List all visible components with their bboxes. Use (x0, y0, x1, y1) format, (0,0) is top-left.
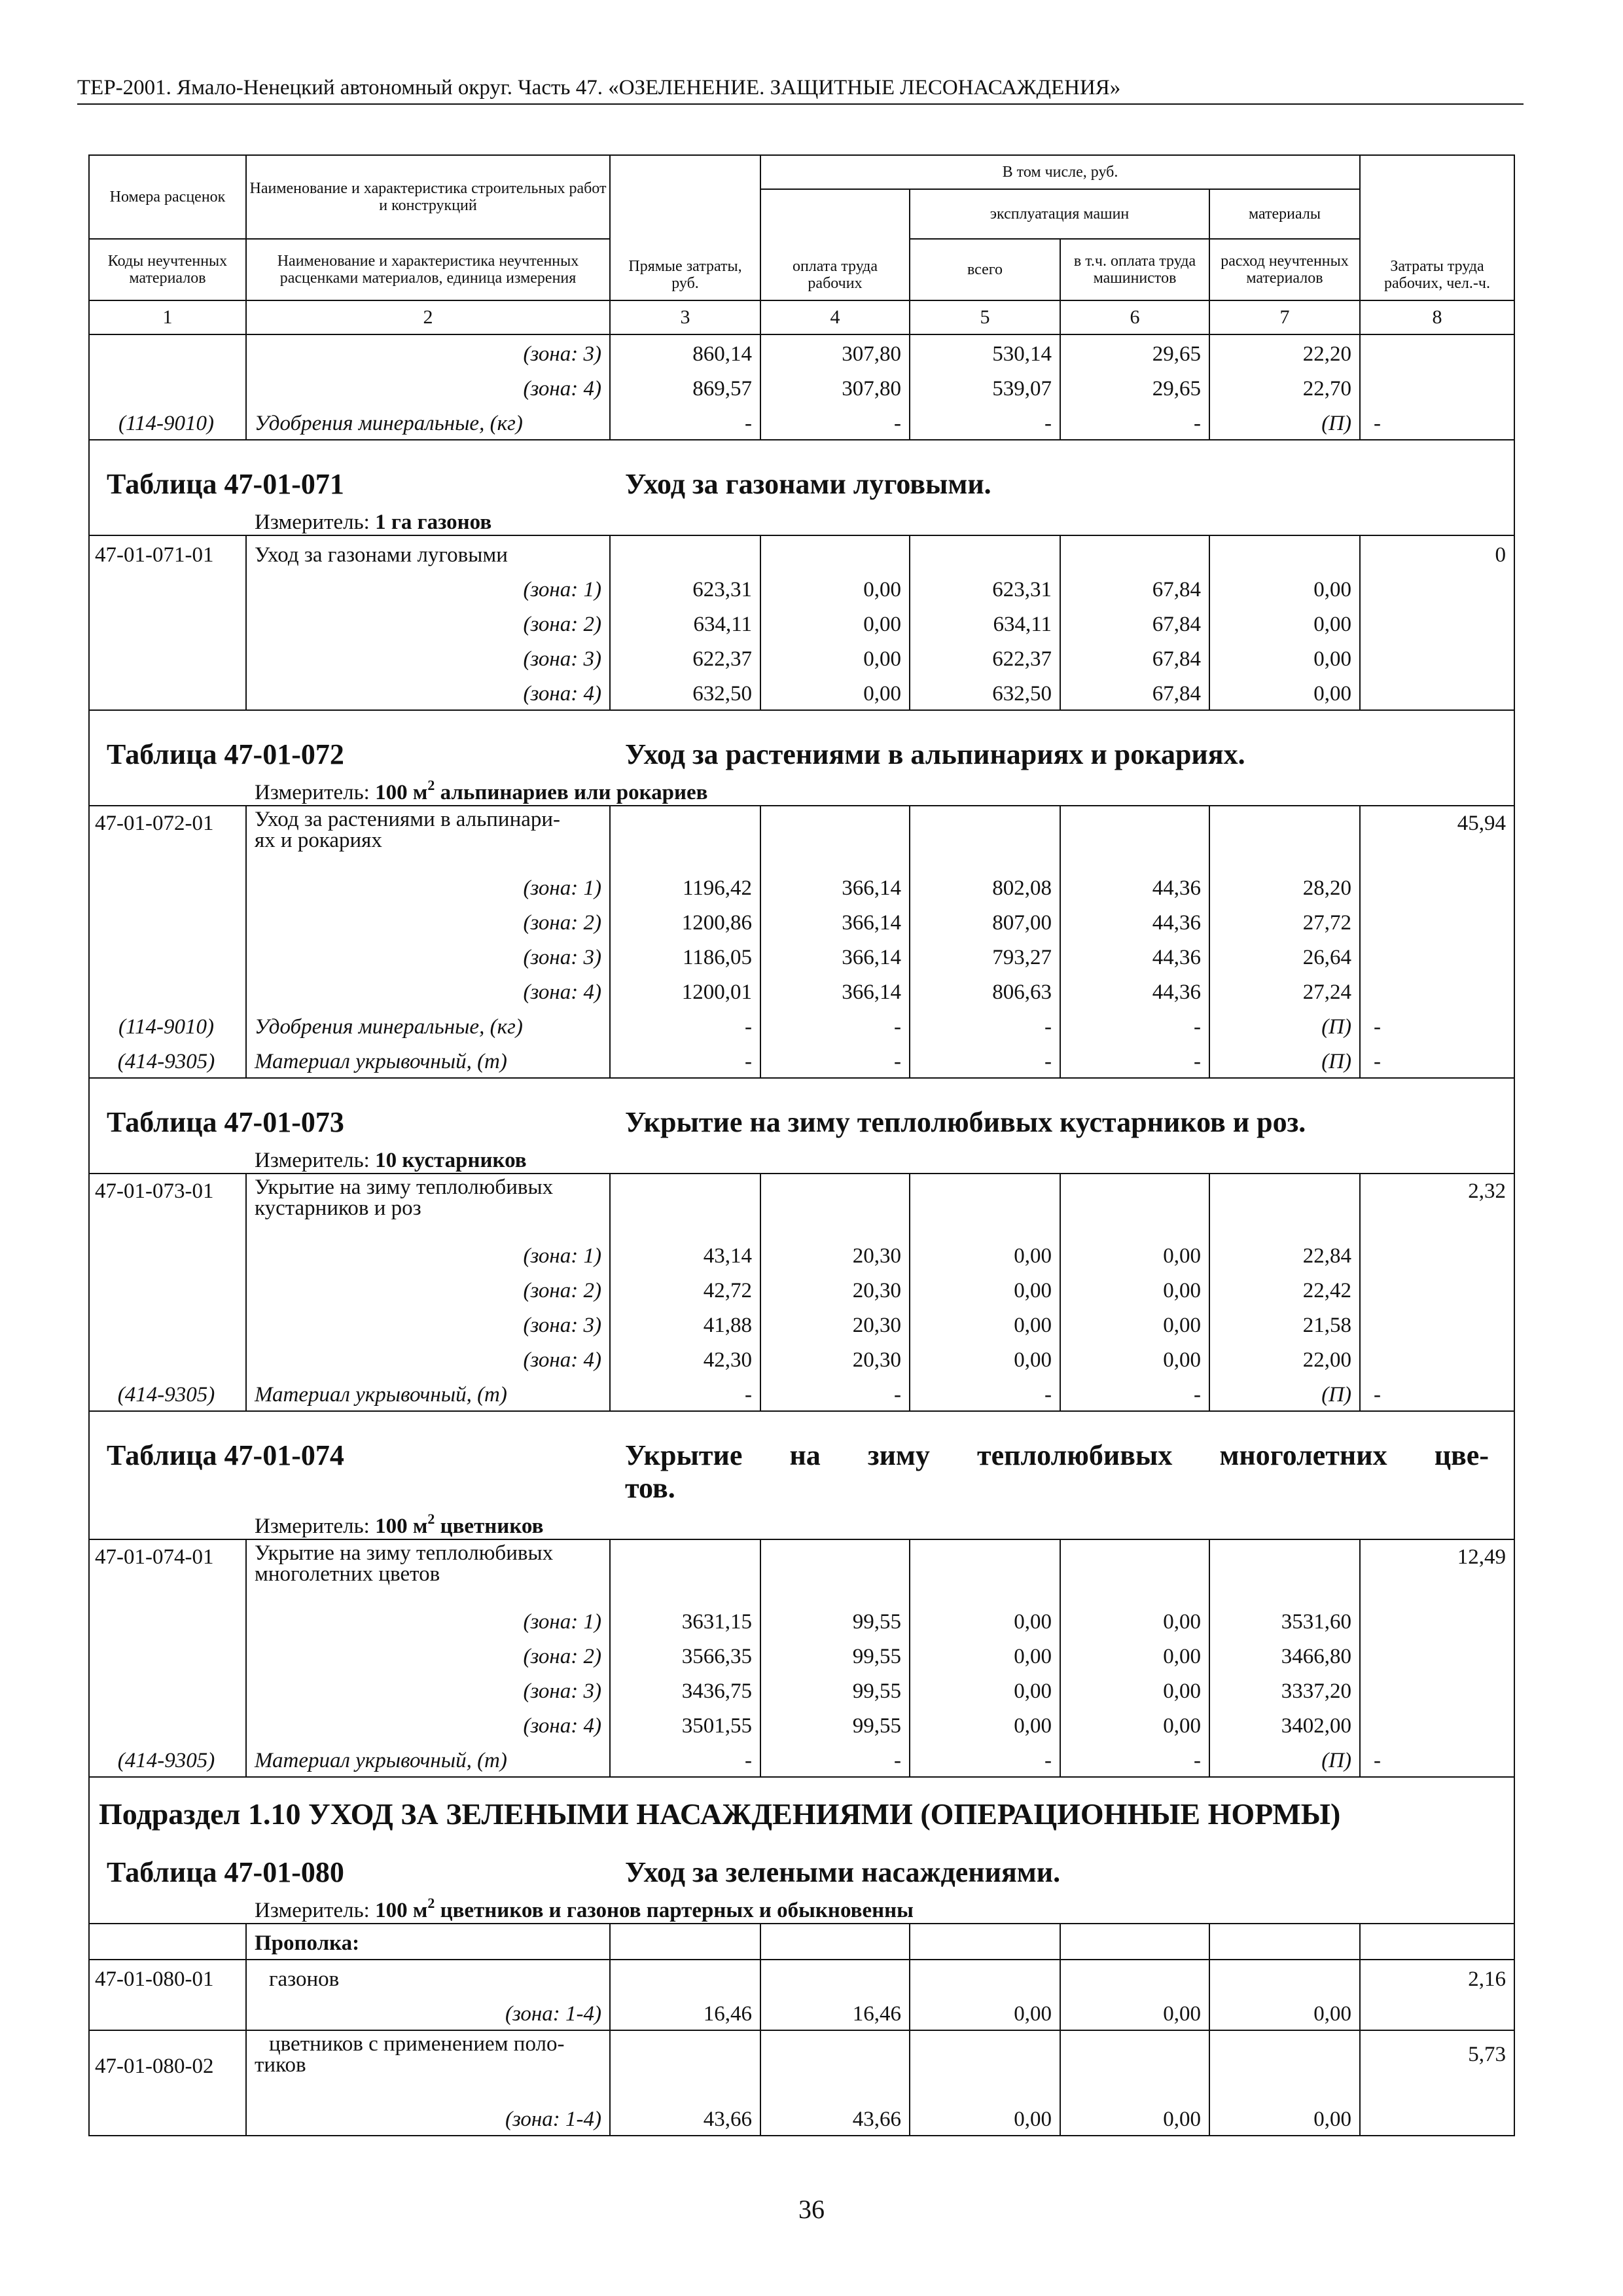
table-cell: 0,00 (1209, 605, 1360, 640)
table-cell: 802,08 (910, 869, 1060, 904)
table-cell: 0,00 (910, 1995, 1060, 2030)
table-number: Таблица 47-01-074 (107, 1439, 344, 1471)
table-cell: 0,00 (1060, 1672, 1209, 1707)
table-row (89, 1603, 1514, 1638)
table-cell: 45,94 (1360, 806, 1514, 869)
table-cell: 22,42 (1209, 1272, 1360, 1306)
table-cell: (зона: 3) (246, 1306, 610, 1341)
table-cell: (зона: 4) (246, 675, 610, 710)
table-name: Уход за зелеными насаждениями. (625, 1856, 1061, 1888)
table-cell: - (1360, 1376, 1514, 1411)
table-cell: 366,14 (760, 869, 910, 904)
table-cell: 3337,20 (1209, 1672, 1360, 1707)
table-cell: Материал укрывочный, (т) (246, 1043, 610, 1078)
table-cell: - (610, 1376, 760, 1411)
table-row (89, 1672, 1514, 1707)
table-cell: 8 (1360, 300, 1514, 334)
table-cell: - (610, 1043, 760, 1078)
table-cell: 0,00 (910, 2100, 1060, 2136)
table-cell: - (1060, 1376, 1209, 1411)
table-cell: 3436,75 (610, 1672, 760, 1707)
table-cell: (414-9305) (89, 1742, 246, 1777)
table-cell: 67,84 (1060, 675, 1209, 710)
table-row (89, 370, 1514, 404)
table-cell: (зона: 1-4) (246, 1995, 610, 2030)
table-cell: 869,57 (610, 370, 760, 404)
table-cell: - (760, 1376, 910, 1411)
table-cell: 0,00 (1060, 2100, 1209, 2136)
table-cell: 67,84 (1060, 605, 1209, 640)
table-cell: 307,80 (760, 370, 910, 404)
table-cell: 0,00 (1060, 1306, 1209, 1341)
table-title-071 (89, 440, 1514, 506)
table-row (89, 1995, 1514, 2030)
table-cell: Подраздел 1.10 УХОД ЗА ЗЕЛЕНЫМИ НАСАЖДЕНИЯМИ (ОПЕРАЦИОННЫЕ НОРМЫ) (89, 1778, 1514, 1835)
table-cell: 7 (1209, 300, 1360, 334)
table-row (89, 1237, 1514, 1272)
table-cell: (414-9305) (89, 1376, 246, 1411)
table-row (89, 1306, 1514, 1341)
table-cell: 3466,80 (1209, 1638, 1360, 1672)
table-cell: 0,00 (1060, 1272, 1209, 1306)
table-cell: 20,30 (760, 1306, 910, 1341)
table-cell: 26,64 (1209, 939, 1360, 973)
table-cell: (114-9010) (89, 404, 246, 440)
table-cell: 6 (1060, 300, 1209, 334)
rate-code: 47-01-080-02 (89, 2031, 246, 2100)
table-row (89, 904, 1514, 939)
table-name: Укрытие на зиму теплолюбивых кустарников и роз. (625, 1106, 1306, 1138)
material-row (89, 1742, 1514, 1777)
table-cell: 1200,01 (610, 973, 760, 1008)
table-cell: (114-9010) (89, 1008, 246, 1043)
table-cell: 366,14 (760, 939, 910, 973)
col-header-name: Наименование и характеристика строительных работ и конструкций (246, 155, 610, 239)
table-cell: 0,00 (910, 1672, 1060, 1707)
table-row (89, 675, 1514, 710)
table-cell: (зона: 2) (246, 1638, 610, 1672)
table-cell: 634,11 (610, 605, 760, 640)
col-header-labor-hours: Затраты труда рабочих, чел.-ч. (1360, 155, 1514, 300)
table-cell: Удобрения минеральные, (кг) (246, 404, 610, 440)
table-cell: - (610, 1742, 760, 1777)
table-cell: (зона: 3) (246, 334, 610, 370)
table-cell: 0,00 (910, 1306, 1060, 1341)
table-cell: 0,00 (760, 640, 910, 675)
table-cell: 3631,15 (610, 1603, 760, 1638)
rate-row (89, 1960, 1514, 1995)
table-cell: 67,84 (1060, 571, 1209, 605)
table-cell: - (1360, 1043, 1514, 1078)
table-cell: 44,36 (1060, 973, 1209, 1008)
table-cell: 22,84 (1209, 1237, 1360, 1272)
table-cell: 16,46 (760, 1995, 910, 2030)
table-cell: (зона: 4) (246, 1341, 610, 1376)
table-cell: 67,84 (1060, 640, 1209, 675)
table-cell: - (760, 404, 910, 440)
table-cell: газонов (246, 1960, 610, 1995)
table-cell: (зона: 4) (246, 370, 610, 404)
table-row (89, 2100, 1514, 2136)
table-cell: (зона: 4) (246, 1707, 610, 1742)
measure-row: Измеритель: 1 га газонов (89, 506, 1514, 535)
table-cell: 0,00 (760, 675, 910, 710)
table-cell: 12,49 (1360, 1540, 1514, 1603)
table-cell: 27,24 (1209, 973, 1360, 1008)
table-cell: 27,72 (1209, 904, 1360, 939)
table-cell: 44,36 (1060, 869, 1209, 904)
table-cell: - (910, 1742, 1060, 1777)
table-cell: 0,00 (1060, 1603, 1209, 1638)
table-cell: 1186,05 (610, 939, 760, 973)
table-cell: 0,00 (910, 1603, 1060, 1638)
table-name: Уход за газонами луговыми. (625, 468, 991, 500)
table-cell: 20,30 (760, 1272, 910, 1306)
table-row (89, 1707, 1514, 1742)
table-cell: 0,00 (910, 1638, 1060, 1672)
col-header-group: В том числе, руб. (760, 155, 1360, 189)
table-cell: 0,00 (1060, 1638, 1209, 1672)
table-cell: 0,00 (1060, 1237, 1209, 1272)
table-cell: 22,00 (1209, 1341, 1360, 1376)
table-cell: 43,14 (610, 1237, 760, 1272)
measure-row: Измеритель: 100 $м^2$ альпинариев или рокариев (89, 776, 1514, 806)
col-header-materials: материалы (1209, 189, 1360, 239)
table-cell: 21,58 (1209, 1306, 1360, 1341)
table-cell: 366,14 (760, 904, 910, 939)
table-cell: (зона: 1) (246, 869, 610, 904)
table-row (89, 939, 1514, 973)
table-cell: 539,07 (910, 370, 1060, 404)
rate-code: 47-01-074-01 (89, 1540, 246, 1603)
rate-row (89, 536, 1514, 571)
col-header-unaccounted-codes: Коды неучтенных материалов (89, 239, 246, 300)
table-cell: 3566,35 (610, 1638, 760, 1672)
table-cell: - (760, 1043, 910, 1078)
rate-code: 47-01-071-01 (89, 536, 246, 571)
table-cell: Уход за газонами луговыми (246, 536, 610, 571)
table-cell: 366,14 (760, 973, 910, 1008)
rate-code: 47-01-073-01 (89, 1174, 246, 1237)
material-row (89, 404, 1514, 440)
table-cell: 622,37 (610, 640, 760, 675)
table-cell: 44,36 (1060, 939, 1209, 973)
table-row (89, 869, 1514, 904)
table-title-073 (89, 1079, 1514, 1144)
col-header-direct-costs: Прямые затраты, руб. (610, 155, 760, 300)
table-cell: 307,80 (760, 334, 910, 370)
table-cell: (зона: 2) (246, 1272, 610, 1306)
table-row (89, 605, 1514, 640)
table-cell: 530,14 (910, 334, 1060, 370)
table-cell: - (910, 1043, 1060, 1078)
table-cell: Прополка: (246, 1924, 610, 1960)
table-cell: 16,46 (610, 1995, 760, 2030)
table-cell: - (1060, 1043, 1209, 1078)
table-cell: (зона: 3) (246, 640, 610, 675)
col-header-machinists-wages: в т.ч. оплата труда машинистов (1060, 239, 1209, 300)
rate-row: 47-01-080-02 цветников с применением поло- тиков 5,73 (89, 2031, 1514, 2100)
table-cell: 0,00 (1209, 640, 1360, 675)
table-cell: 22,20 (1209, 334, 1360, 370)
table-cell: 807,00 (910, 904, 1060, 939)
rate-row: 47-01-073-01 Укрытие на зиму теплолюбивых кустарников и роз 2,32 (89, 1174, 1514, 1237)
table-cell: 0,00 (1060, 1995, 1209, 2030)
subsection-title (89, 1778, 1514, 1835)
table-cell: 99,55 (760, 1707, 910, 1742)
table-cell: 623,31 (910, 571, 1060, 605)
table-cell: (зона: 3) (246, 1672, 610, 1707)
table-cell: - (760, 1008, 910, 1043)
table-cell: 3531,60 (1209, 1603, 1360, 1638)
table-cell: 634,11 (910, 605, 1060, 640)
table-row (89, 1341, 1514, 1376)
table-cell: 0,00 (1209, 675, 1360, 710)
table-cell: 2,32 (1360, 1174, 1514, 1237)
table-cell: 4 (760, 300, 910, 334)
table-cell: - (910, 1008, 1060, 1043)
table-number: Таблица 47-01-080 (107, 1856, 344, 1888)
table-cell: (зона: 1) (246, 1237, 610, 1272)
table-cell: Материал укрывочный, (т) (246, 1376, 610, 1411)
table-number: Таблица 47-01-071 (107, 468, 344, 500)
col-header-machines-total: всего (910, 239, 1060, 300)
table-cell: (П) (1209, 1043, 1360, 1078)
material-row (89, 1008, 1514, 1043)
table-cell: Материал укрывочный, (т) (246, 1742, 610, 1777)
table-cell: (П) (1209, 1008, 1360, 1043)
table-cell: (зона: 1) (246, 1603, 610, 1638)
material-row (89, 1376, 1514, 1411)
table-cell: - (1060, 1742, 1209, 1777)
table-cell: 2,16 (1360, 1960, 1514, 1995)
page-number: 36 (798, 2195, 825, 2224)
page-header: ТЕР-2001. Ямало-Ненецкий автономный округ. Часть 47. «ОЗЕЛЕНЕНИЕ. ЗАЩИТНЫЕ ЛЕСОНАСАЖДЕНИЯ» (77, 73, 1524, 105)
table-cell: 622,37 (910, 640, 1060, 675)
table-cell: 0,00 (1060, 1707, 1209, 1742)
table-cell: 29,65 (1060, 370, 1209, 404)
table-row (89, 973, 1514, 1008)
table-cell: 20,30 (760, 1237, 910, 1272)
col-header-unaccounted-names: Наименование и характеристика неучтенных расценками материалов, единица измерения (246, 239, 610, 300)
table-cell: 28,20 (1209, 869, 1360, 904)
table-cell: 1196,42 (610, 869, 760, 904)
table-cell: 0,00 (1060, 1341, 1209, 1376)
rate-row: 47-01-074-01 Укрытие на зиму теплолюбивых многолетних цветов 12,49 (89, 1540, 1514, 1603)
col-header-wages: оплата труда рабочих (760, 189, 910, 300)
table-cell: 22,70 (1209, 370, 1360, 404)
table-cell: 43,66 (760, 2100, 910, 2136)
table-cell: 42,72 (610, 1272, 760, 1306)
table-cell: 5 (910, 300, 1060, 334)
table-number: Таблица 47-01-073 (107, 1106, 344, 1138)
table-cell: 0,00 (1209, 571, 1360, 605)
table-cell: 0,00 (910, 1237, 1060, 1272)
col-header-machines: эксплуатация машин (910, 189, 1209, 239)
table-cell: 0,00 (1209, 2100, 1360, 2136)
table-cell: (зона: 2) (246, 904, 610, 939)
table-cell: (зона: 1-4) (246, 2100, 610, 2136)
column-numbers-row (89, 300, 1514, 334)
table-cell: - (760, 1742, 910, 1777)
table-cell: 1200,86 (610, 904, 760, 939)
material-row (89, 1043, 1514, 1078)
table-cell: 5,73 (1360, 2031, 1514, 2100)
table-row (89, 1638, 1514, 1672)
measure-row: Измеритель: 10 кустарников (89, 1144, 1514, 1174)
table-cell: 0,00 (910, 1341, 1060, 1376)
measure-row: Измеритель: 100 $м^2$ цветников (89, 1510, 1514, 1539)
table-cell: 41,88 (610, 1306, 760, 1341)
table-cell: 860,14 (610, 334, 760, 370)
table-row (89, 1272, 1514, 1306)
group-row (89, 1924, 1514, 1960)
table-cell: 99,55 (760, 1638, 910, 1672)
table-number: Таблица 47-01-072 (107, 738, 344, 770)
table-cell: 0,00 (760, 571, 910, 605)
table-cell: Удобрения минеральные, (кг) (246, 1008, 610, 1043)
table-cell: - (610, 1008, 760, 1043)
table-cell: 2 (246, 300, 610, 334)
table-cell: 42,30 (610, 1341, 760, 1376)
table-name: Укрытие на зиму теплолюбивых многолетних цве- тов. (625, 1439, 1489, 1504)
rate-row: 47-01-072-01 Уход за растениями в альпинари- ях и рокариях 45,94 (89, 806, 1514, 869)
table-cell: (зона: 1) (246, 571, 610, 605)
table-cell: (П) (1209, 1742, 1360, 1777)
table-cell: 3 (610, 300, 760, 334)
table-cell: (зона: 3) (246, 939, 610, 973)
table-cell: (зона: 2) (246, 605, 610, 640)
table-cell: 43,66 (610, 2100, 760, 2136)
table-cell: 3501,55 (610, 1707, 760, 1742)
table-row (89, 334, 1514, 370)
table-cell: 99,55 (760, 1672, 910, 1707)
table-cell: 20,30 (760, 1341, 910, 1376)
table-cell: - (1060, 404, 1209, 440)
table-cell: (П) (1209, 1376, 1360, 1411)
table-cell: 0 (1360, 536, 1514, 571)
rate-code: 47-01-080-01 (89, 1960, 246, 1995)
table-cell: 623,31 (610, 571, 760, 605)
table-cell: 0,00 (1209, 1995, 1360, 2030)
table-cell: 632,50 (610, 675, 760, 710)
col-header-codes: Номера расценок (89, 155, 246, 239)
table-cell: (414-9305) (89, 1043, 246, 1078)
table-cell: 1 (89, 300, 246, 334)
table-cell: - (1360, 1742, 1514, 1777)
table-cell: 29,65 (1060, 334, 1209, 370)
table-cell: - (910, 1376, 1060, 1411)
table-cell: 0,00 (760, 605, 910, 640)
rate-code: 47-01-072-01 (89, 806, 246, 869)
table-row (89, 571, 1514, 605)
table-title-072 (89, 711, 1514, 776)
table-cell: 0,00 (910, 1272, 1060, 1306)
table-cell: - (1060, 1008, 1209, 1043)
table-cell: 44,36 (1060, 904, 1209, 939)
table-cell: - (610, 404, 760, 440)
table-cell: (зона: 4) (246, 973, 610, 1008)
col-header-unaccounted-materials: расход неучтенных материалов (1209, 239, 1360, 300)
table-cell: - (1360, 1008, 1514, 1043)
table-cell: 806,63 (910, 973, 1060, 1008)
table-cell: 3402,00 (1209, 1707, 1360, 1742)
rates-table (88, 154, 1515, 2136)
table-cell: 793,27 (910, 939, 1060, 973)
table-cell: 0,00 (910, 1707, 1060, 1742)
table-cell: 99,55 (760, 1603, 910, 1638)
table-title-074 (89, 1412, 1514, 1510)
table-cell: 632,50 (910, 675, 1060, 710)
table-row (89, 640, 1514, 675)
table-cell: - (910, 404, 1060, 440)
table-title-080 (89, 1835, 1514, 1894)
table-name: Уход за растениями в альпинариях и рокариях. (625, 738, 1245, 770)
table-cell: - (1360, 404, 1514, 440)
measure-row: Измеритель: 100 $м^2$ цветников и газонов партерных и обыкновенны (89, 1894, 1514, 1924)
table-cell: (П) (1209, 404, 1360, 440)
